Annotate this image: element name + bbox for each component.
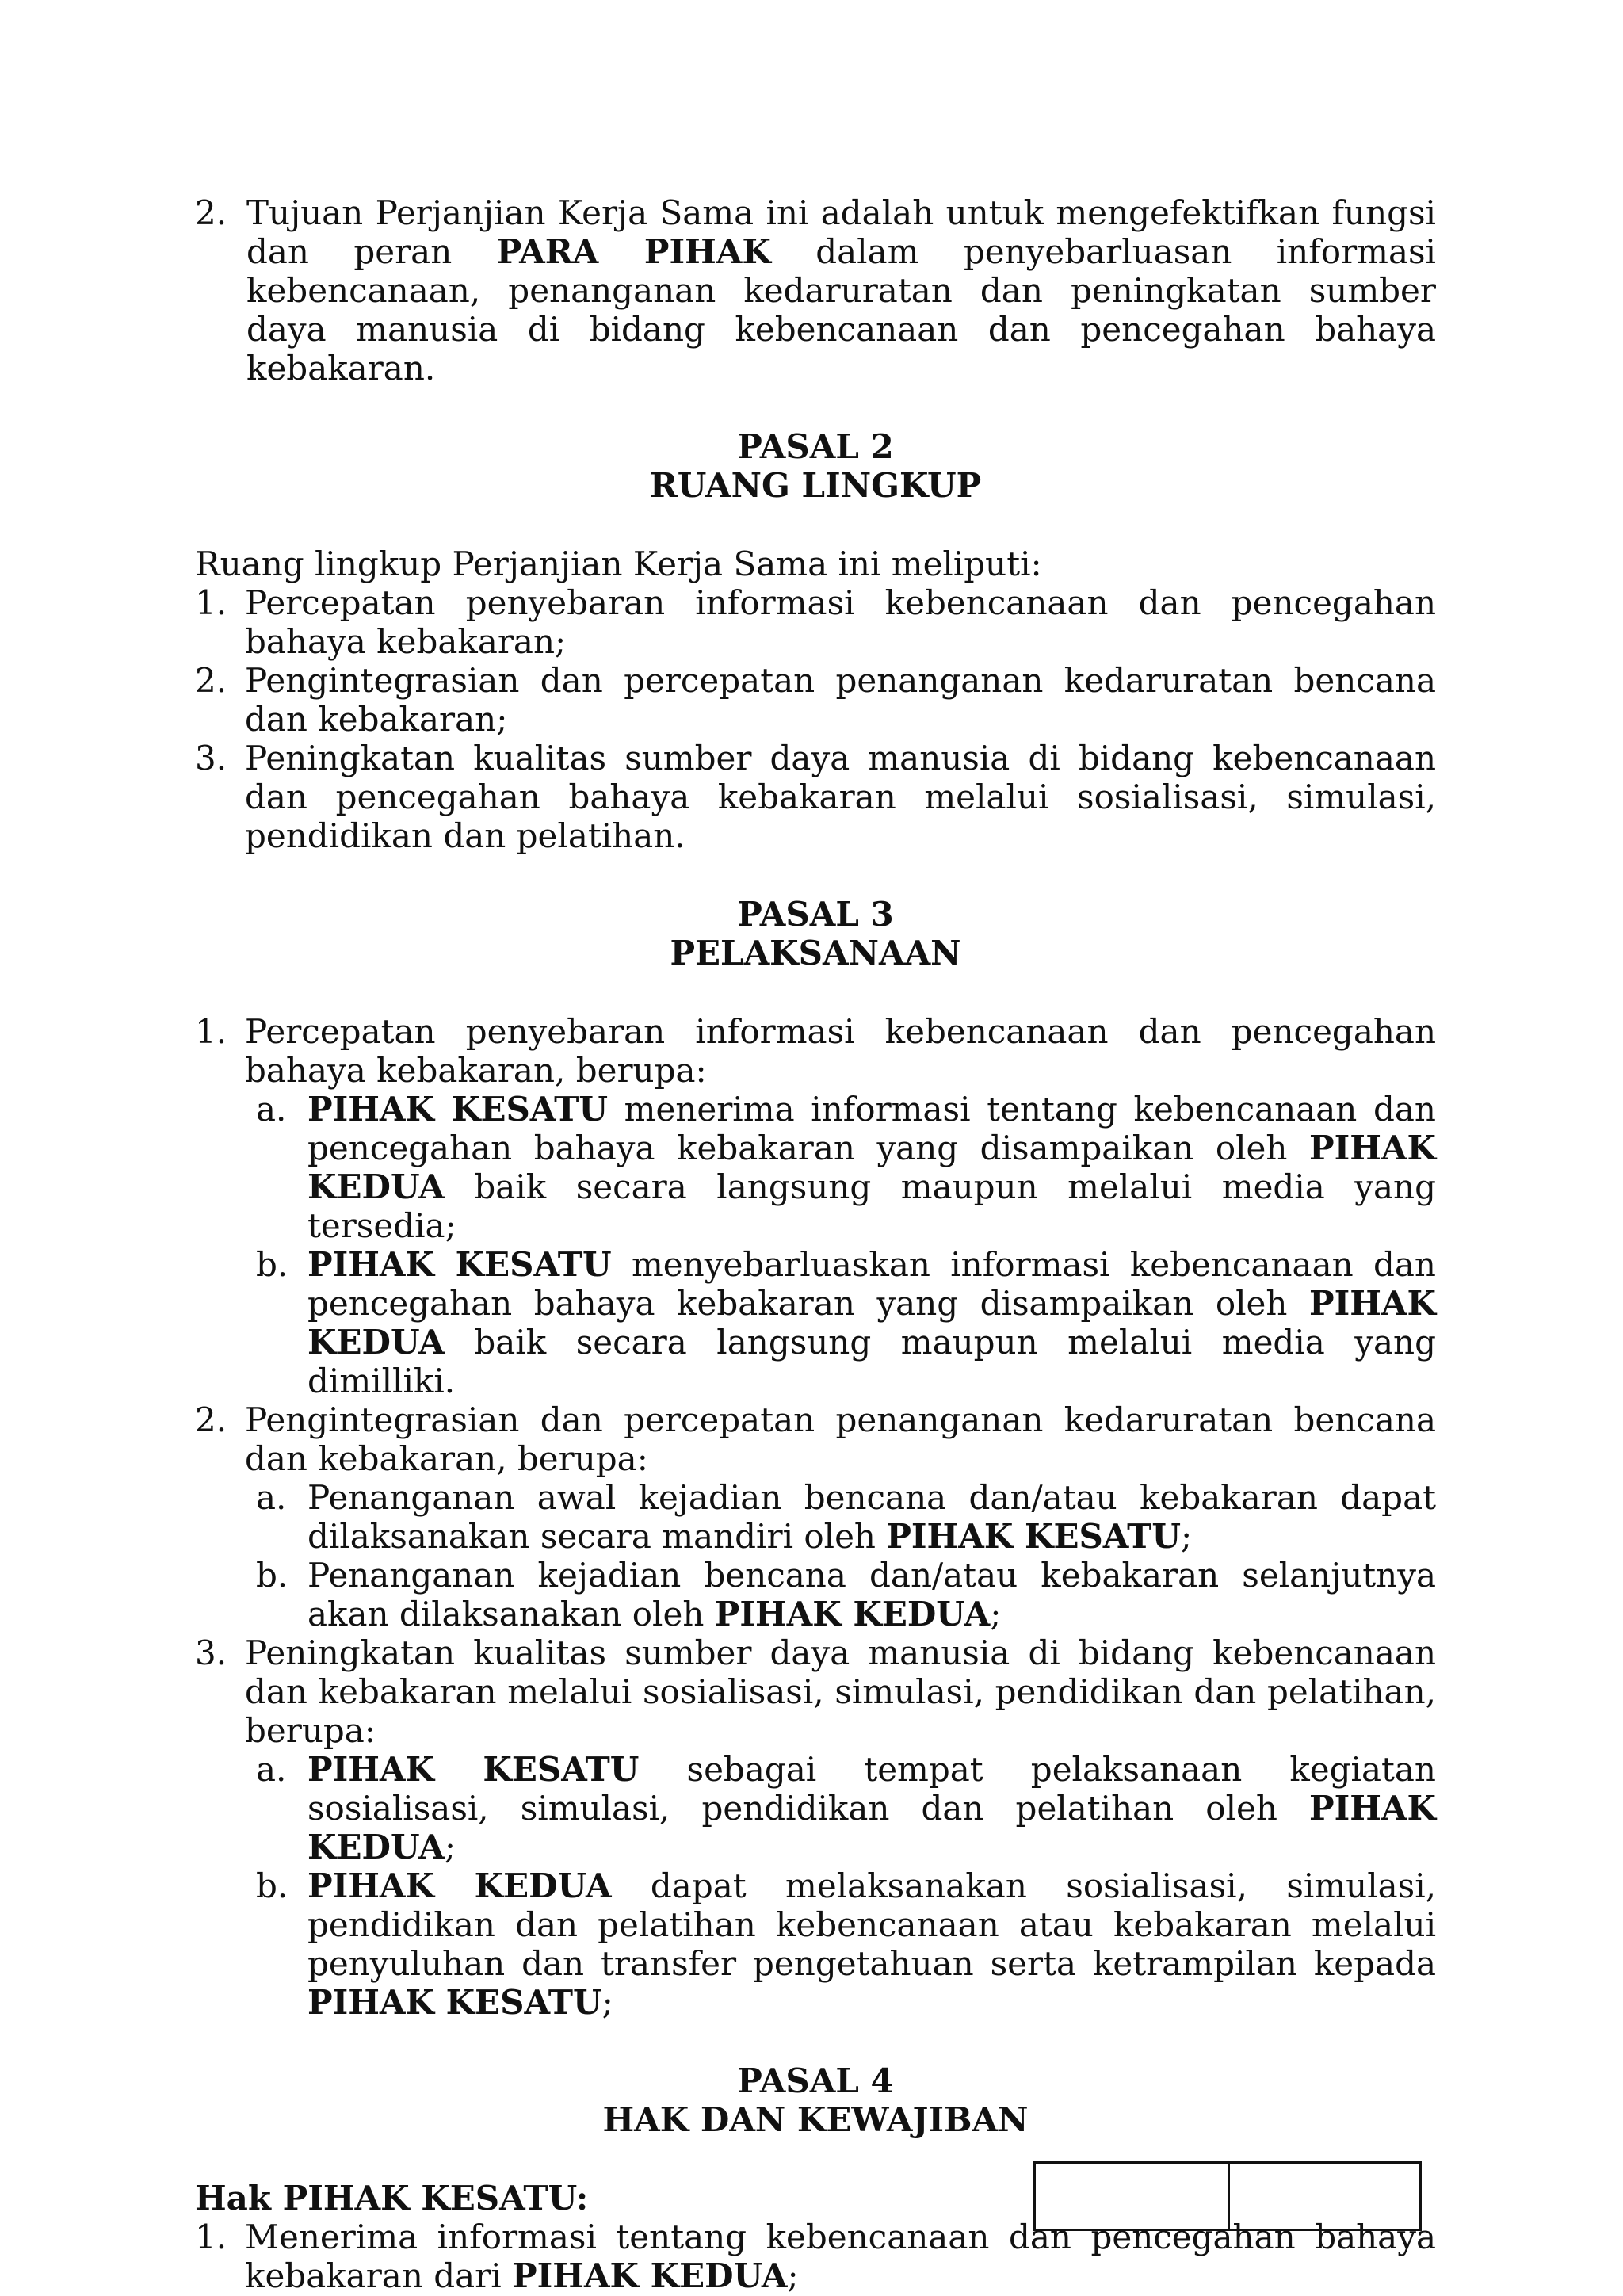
list-item-text: Pengintegrasian dan percepatan penanganan kedaruratan bencana dan kebakaran; (245, 661, 1436, 739)
pasal3-item-1b (256, 1245, 1436, 1400)
list-number: 1. (195, 2218, 227, 2256)
list-number: 2. (195, 1400, 227, 1439)
initial-box (1033, 2161, 1422, 2231)
pasal1-item-2 (195, 193, 1436, 388)
list-item-text: Penanganan kejadian bencana dan/atau kebakaran selanjutnya akan dilaksanakan oleh PIHAK KEDUA; (307, 1556, 1436, 1633)
list-number: 1. (195, 583, 227, 622)
hak-pihak-kesatu-heading: Hak PIHAK KESATU: (195, 2179, 589, 2218)
list-letter: a. (256, 1478, 287, 1517)
list-letter: b. (256, 1245, 288, 1284)
pasal2-intro: Ruang lingkup Perjanjian Kerja Sama ini meliputi: (195, 544, 1042, 583)
pasal3-item-3 (195, 1633, 1436, 1750)
list-item-text: Penanganan awal kejadian bencana dan/atau kebakaran dapat dilaksanakan secara mandiri oleh PIHAK KESATU; (307, 1478, 1436, 1556)
pasal3-item-2b (256, 1556, 1436, 1633)
pasal3-item-3b (256, 1866, 1436, 2022)
list-item-text: Percepatan penyebaran informasi kebencanaan dan pencegahan bahaya kebakaran; (245, 583, 1436, 661)
list-item-text: Menerima informasi tentang kebencanaan dan pencegahan bahaya kebakaran dari PIHAK KEDUA; (245, 2218, 1436, 2295)
pasal2-item-1 (195, 583, 1436, 661)
pasal4-title: HAK DAN KEWAJIBAN (602, 2100, 1029, 2139)
pasal2-number: PASAL 2 (737, 427, 894, 466)
document-page (195, 193, 1436, 2295)
list-item-text: Percepatan penyebaran informasi kebencanaan dan pencegahan bahaya kebakaran, berupa: (245, 1012, 1436, 1090)
pasal3-item-3a (256, 1750, 1436, 1866)
pasal4-number: PASAL 4 (737, 2061, 894, 2100)
pasal3-title: PELAKSANAAN (670, 934, 961, 972)
pasal3-item-1a (256, 1090, 1436, 1245)
list-letter: a. (256, 1750, 287, 1789)
list-item-text: Tujuan Perjanjian Kerja Sama ini adalah untuk mengefektifkan fungsi dan peran PARA PIHAK dalam penyebarluasan informasi kebencanaan, penanganan kedaruratan dan peningkatan sumber daya manusia di bidang kebencanaan dan pencegahan bahaya kebakaran. (246, 193, 1436, 388)
list-letter: b. (256, 1866, 288, 1905)
pasal3-item-2 (195, 1400, 1436, 1478)
list-number: 3. (195, 1633, 227, 1672)
initial-cell-right (1228, 2164, 1419, 2229)
list-number: 1. (195, 1012, 227, 1051)
list-item-text: PIHAK KESATU menerima informasi tentang kebencanaan dan pencegahan bahaya kebakaran yang disampaikan oleh PIHAK KEDUA baik secara langsung maupun melalui media yang tersedia; (307, 1090, 1436, 1245)
pasal3-item-1 (195, 1012, 1436, 1090)
list-item-text: PIHAK KESATU menyebarluaskan informasi kebencanaan dan pencegahan bahaya kebakaran yang disampaikan oleh PIHAK KEDUA baik secara langsung maupun melalui media yang dimilliki. (307, 1245, 1436, 1400)
list-number: 2. (195, 661, 227, 700)
pasal3-number: PASAL 3 (737, 895, 894, 934)
pasal2-title: RUANG LINGKUP (649, 466, 982, 505)
pasal2-item-3 (195, 739, 1436, 855)
list-letter: b. (256, 1556, 288, 1595)
list-item-text: Peningkatan kualitas sumber daya manusia di bidang kebencanaan dan pencegahan bahaya kebakaran melalui sosialisasi, simulasi, pendidikan dan pelatihan. (245, 739, 1436, 855)
list-number: 2. (195, 193, 227, 232)
list-letter: a. (256, 1090, 287, 1129)
initial-cell-left (1036, 2164, 1228, 2229)
list-item-text: PIHAK KEDUA dapat melaksanakan sosialisasi, simulasi, pendidikan dan pelatihan kebencanaan atau kebakaran melalui penyuluhan dan transfer pengetahuan serta ketrampilan kepada PIHAK KESATU; (307, 1866, 1437, 2022)
pasal2-item-2 (195, 661, 1436, 739)
pasal3-item-2a (256, 1478, 1436, 1556)
list-item-text: Peningkatan kualitas sumber daya manusia di bidang kebencanaan dan kebakaran melalui sosialisasi, simulasi, pendidikan dan pelatihan, berupa: (245, 1633, 1436, 1750)
list-number: 3. (195, 739, 227, 777)
list-item-text: Pengintegrasian dan percepatan penanganan kedaruratan bencana dan kebakaran, berupa: (245, 1400, 1436, 1478)
list-item-text: PIHAK KESATU sebagai tempat pelaksanaan kegiatan sosialisasi, simulasi, pendidikan dan pelatihan oleh PIHAK KEDUA; (307, 1750, 1436, 1866)
